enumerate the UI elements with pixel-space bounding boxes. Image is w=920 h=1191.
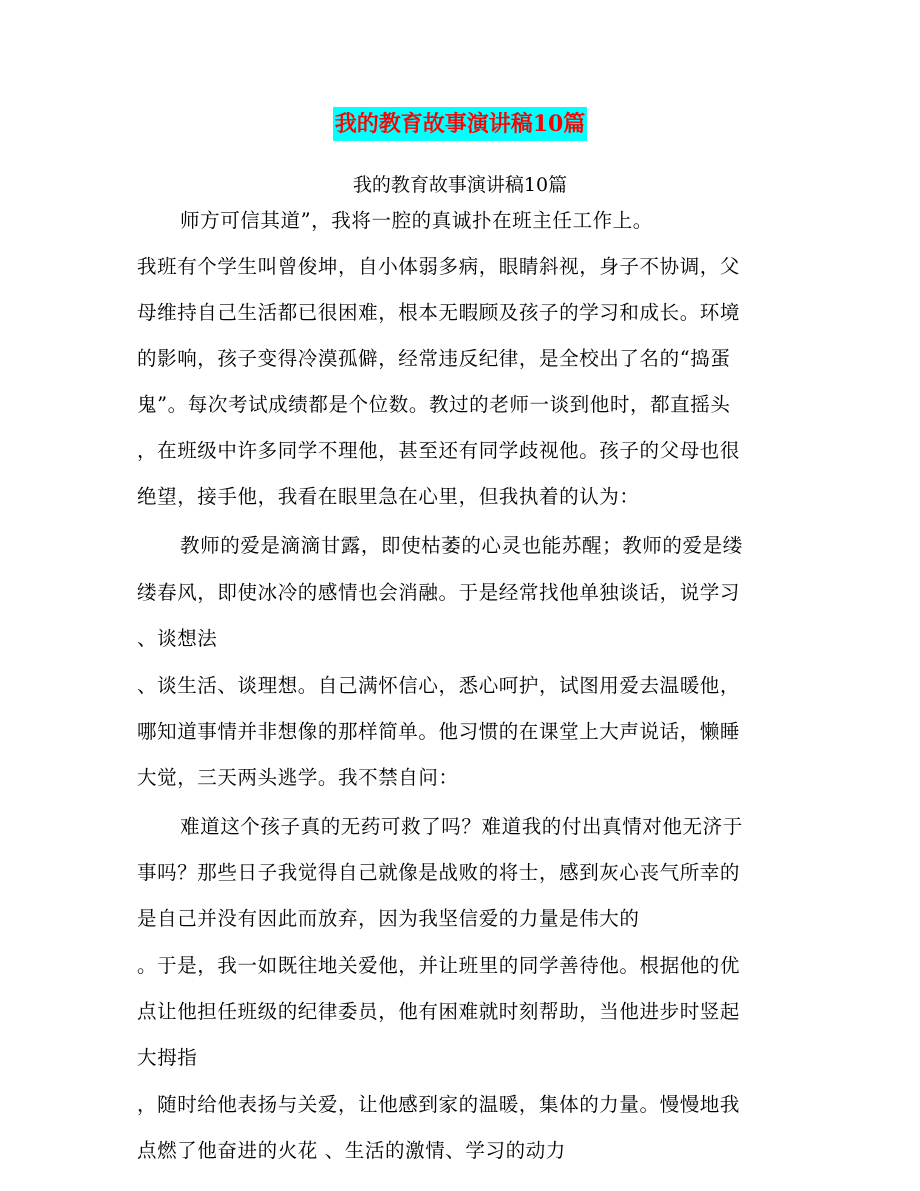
document-subtitle: 我的教育故事演讲稿10篇	[352, 174, 568, 196]
body-line: 大觉，三天两头逃学。我不禁自问：	[137, 766, 459, 789]
body-line: 哪知道事情并非想像的那样简单。他习惯的在课堂上大声说话，懒睡	[137, 720, 741, 743]
body-line: 师方可信其道”，我将一腔的真诚扑在班主任工作上。	[180, 209, 653, 232]
body-line: 缕春风，即使冰冷的感情也会消融。于是经常找他单独谈话，说学习	[137, 581, 741, 604]
title-container	[0, 107, 920, 141]
body-line: ，在班级中许多同学不理他，甚至还有同学歧视他。孩子的父母也很	[137, 439, 741, 462]
body-line: 难道这个孩子真的无药可救了吗？难道我的付出真情对他无济于	[180, 815, 743, 838]
body-line: 。于是，我一如既往地关爱他，并让班里的同学善待他。根据他的优	[137, 954, 741, 977]
body-line: 点让他担任班级的纪律委员，他有困难就时刻帮助，当他进步时竖起	[137, 1000, 741, 1023]
body-line: 鬼”。每次考试成绩都是个位数。教过的老师一谈到他时，都直摇头	[137, 393, 731, 416]
body-line: 事吗？那些日子我觉得自己就像是战败的将士，感到灰心丧气所幸的	[137, 861, 741, 884]
body-line: 是自己并没有因此而放弃，因为我坚信爱的力量是伟大的	[137, 907, 640, 930]
body-line: 母维持自己生活都已很困难，根本无暇顾及孩子的学习和成长。环境	[137, 301, 741, 324]
document-title: 我的教育故事演讲稿10篇	[333, 107, 588, 141]
body-line: 、谈生活、谈理想。自己满怀信心，悉心呵护，试图用爱去温暖他，	[137, 674, 741, 697]
body-line: 大拇指	[137, 1046, 198, 1069]
body-line: ，随时给他表扬与关爱，让他感到家的温暖，集体的力量。慢慢地我	[137, 1093, 741, 1116]
body-line: 绝望，接手他，我看在眼里急在心里，但我执着的认为：	[137, 485, 640, 508]
body-line: 的影响，孩子变得冷漠孤僻，经常违反纪律，是全校出了名的“捣蛋	[137, 347, 731, 370]
body-line: 点燃了他奋进的火花 、生活的激情、学习的动力	[137, 1139, 566, 1162]
body-line: 我班有个学生叫曾俊坤，自小体弱多病，眼睛斜视，身子不协调，父	[137, 255, 741, 278]
body-line: 教师的爱是滴滴甘露，即使枯萎的心灵也能苏醒；教师的爱是缕	[180, 534, 743, 557]
body-line: 、谈想法	[137, 627, 218, 650]
